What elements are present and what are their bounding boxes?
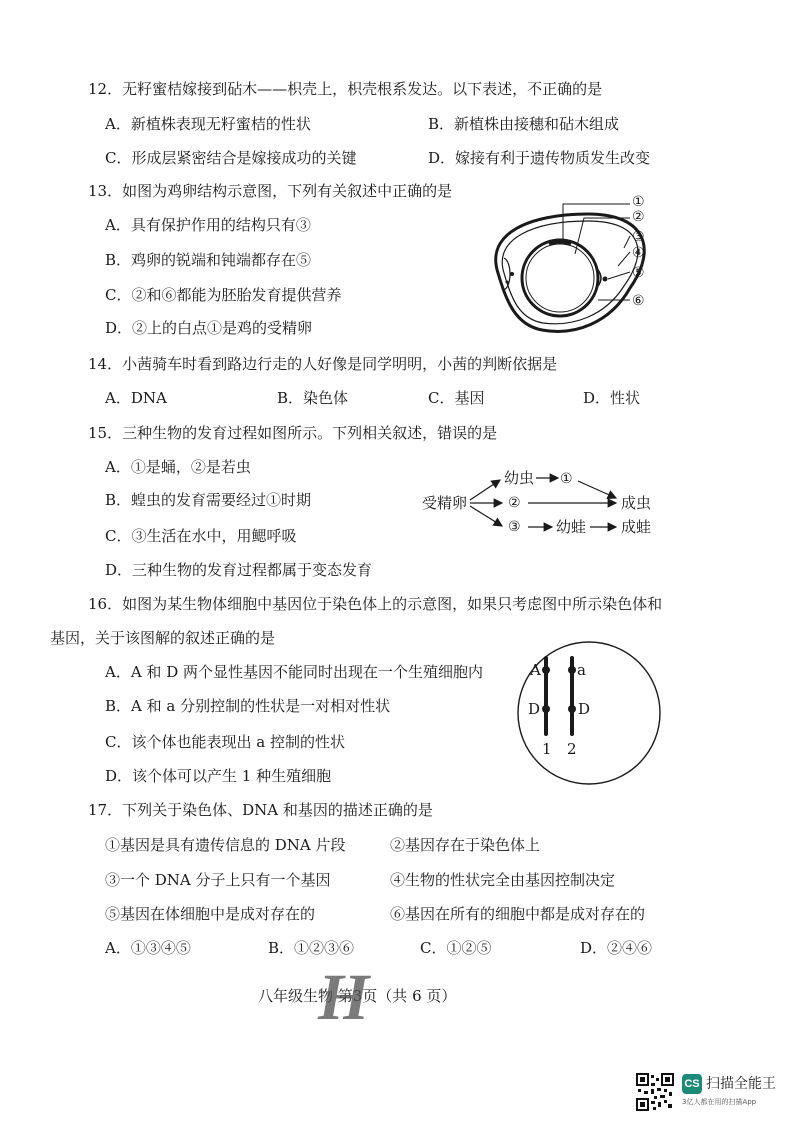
q12-option-b: B．新植株由接穗和砧木组成	[428, 115, 620, 133]
gene-label-D-right: D	[578, 700, 591, 718]
gene-label-D-left: D	[528, 700, 541, 718]
q17-statement-3: ③一个 DNA 分子上只有一个基因	[105, 871, 331, 889]
arrow-to-larva	[470, 480, 500, 500]
q17-statement-6: ⑥基因在所有的细胞中都是成对存在的	[390, 905, 646, 923]
q16-option-c: C．该个体也能表现出 a 控制的性状	[105, 733, 345, 751]
gene-label-a: a	[577, 661, 586, 679]
leader-line-5	[608, 272, 630, 279]
q16-option-b: B．A 和 a 分别控制的性状是一对相对性状	[105, 697, 391, 715]
flow-start-label: 受精卵	[422, 494, 468, 512]
q12-option-c: C．形成层紧密结合是嫁接成功的关键	[105, 149, 357, 167]
chromosome-cell-diagram	[514, 638, 664, 788]
q16-option-a: A．A 和 D 两个显性基因不能同时出现在一个生殖细胞内	[105, 663, 483, 681]
q17-stem: 17．下列关于染色体、DNA 和基因的描述正确的是	[88, 801, 433, 819]
q17-option-d: D．②④⑥	[580, 939, 653, 957]
gene-dot-A	[542, 666, 550, 674]
q12-option-a: A．新植株表现无籽蜜桔的性状	[105, 115, 311, 133]
chalaza-dot	[603, 277, 608, 282]
q13-option-d: D．②上的白点①是鸡的受精卵	[105, 319, 313, 337]
egg-label-3: ③	[632, 229, 645, 245]
q15-option-c: C．③生活在水中，用鳃呼吸	[105, 527, 297, 545]
gene-label-A: A	[530, 661, 541, 679]
qr-code-icon	[636, 1073, 674, 1111]
egg-label-6: ⑥	[632, 293, 645, 309]
egg-structure-diagram	[480, 188, 690, 353]
flow-stage3-label: ③	[508, 519, 521, 535]
q16-option-d: D．该个体可以产生 1 种生殖细胞	[105, 767, 332, 785]
q17-statement-4: ④生物的性状完全由基因控制决定	[390, 871, 616, 889]
leader-line-4	[618, 252, 630, 266]
h-stamp-mark: H	[318, 961, 366, 1034]
q14-option-b: B．染色体	[277, 389, 349, 407]
q14-option-d: D．性状	[583, 389, 641, 407]
q17-option-a: A．①③④⑤	[105, 939, 191, 957]
air-cell-dot	[506, 281, 509, 284]
arrow-to-stage3	[470, 506, 502, 526]
q15-option-a: A．①是蛹，②是若虫	[105, 458, 251, 476]
q13-option-c: C．②和⑥都能为胚胎发育提供营养	[105, 286, 342, 304]
flow-adult-insect-label: 成虫	[621, 494, 652, 512]
q17-statement-1: ①基因是具有遗传信息的 DNA 片段	[105, 836, 346, 854]
chromosome-label-1: 1	[542, 740, 552, 758]
arrow-stage1-to-adult	[578, 481, 616, 498]
egg-label-2: ②	[632, 209, 645, 225]
q13-option-b: B．鸡卵的锐端和钝端都存在⑤	[105, 251, 312, 269]
flow-stage1-label: ①	[560, 471, 573, 487]
gene-dot-a	[568, 666, 576, 674]
gene-dot-D-left	[542, 705, 550, 713]
yolk-membrane	[526, 244, 594, 312]
q13-stem: 13．如图为鸡卵结构示意图，下列有关叙述中正确的是	[88, 182, 453, 200]
page-footer: 八年级生物 第3页（共 6 页）	[258, 987, 457, 1005]
leader-line-3	[624, 236, 630, 248]
egg-label-1: ①	[632, 194, 645, 210]
q14-option-a: A．DNA	[105, 389, 167, 407]
q15-option-d: D．三种生物的发育过程都属于变态发育	[105, 561, 373, 579]
q12-stem: 12．无籽蜜桔嫁接到砧木——枳壳上，枳壳根系发达。以下表述，不正确的是	[88, 80, 603, 98]
flow-tadpole-label: 幼蛙	[556, 518, 587, 536]
egg-label-5: ⑤	[632, 265, 645, 281]
egg-label-4: ④	[632, 245, 645, 261]
egg-yolk	[522, 240, 598, 316]
q16-stem-line1: 16．如图为某生物体细胞中基因位于染色体上的示意图，如果只考虑图中所示染色体和	[88, 595, 663, 613]
flow-adult-frog-label: 成蛙	[621, 518, 652, 536]
q14-option-c: C．基因	[428, 389, 485, 407]
q15-option-b: B．蝗虫的发育需要经过①时期	[105, 491, 312, 509]
air-cell-dot	[510, 272, 514, 276]
flow-larva-label: 幼虫	[504, 469, 535, 487]
camscanner-logo: CS	[682, 1074, 702, 1094]
q13-option-a: A．具有保护作用的结构只有③	[105, 216, 311, 234]
camscanner-name: 扫描全能王	[706, 1076, 776, 1092]
chromosome-label-2: 2	[567, 740, 577, 758]
gene-dot-D-right	[568, 705, 576, 713]
development-flow-diagram	[420, 462, 680, 552]
q17-statement-2: ②基因存在于染色体上	[390, 836, 541, 854]
q14-stem: 14．小茜骑车时看到路边行走的人好像是同学明明，小茜的判断依据是	[88, 355, 558, 373]
flow-stage2-label: ②	[508, 495, 521, 511]
q12-option-d: D．嫁接有利于遗传物质发生改变	[428, 149, 651, 167]
q17-option-c: C．①②⑤	[420, 939, 492, 957]
q17-option-b: B．①②③⑥	[268, 939, 355, 957]
q17-statement-5: ⑤基因在体细胞中是成对存在的	[105, 905, 316, 923]
camscanner-tagline: 3亿人都在用的扫描App	[682, 1098, 757, 1106]
q15-stem: 15．三种生物的发育过程如图所示。下列相关叙述，错误的是	[88, 424, 498, 442]
q16-stem-line2: 基因，关于该图解的叙述正确的是	[50, 629, 276, 647]
